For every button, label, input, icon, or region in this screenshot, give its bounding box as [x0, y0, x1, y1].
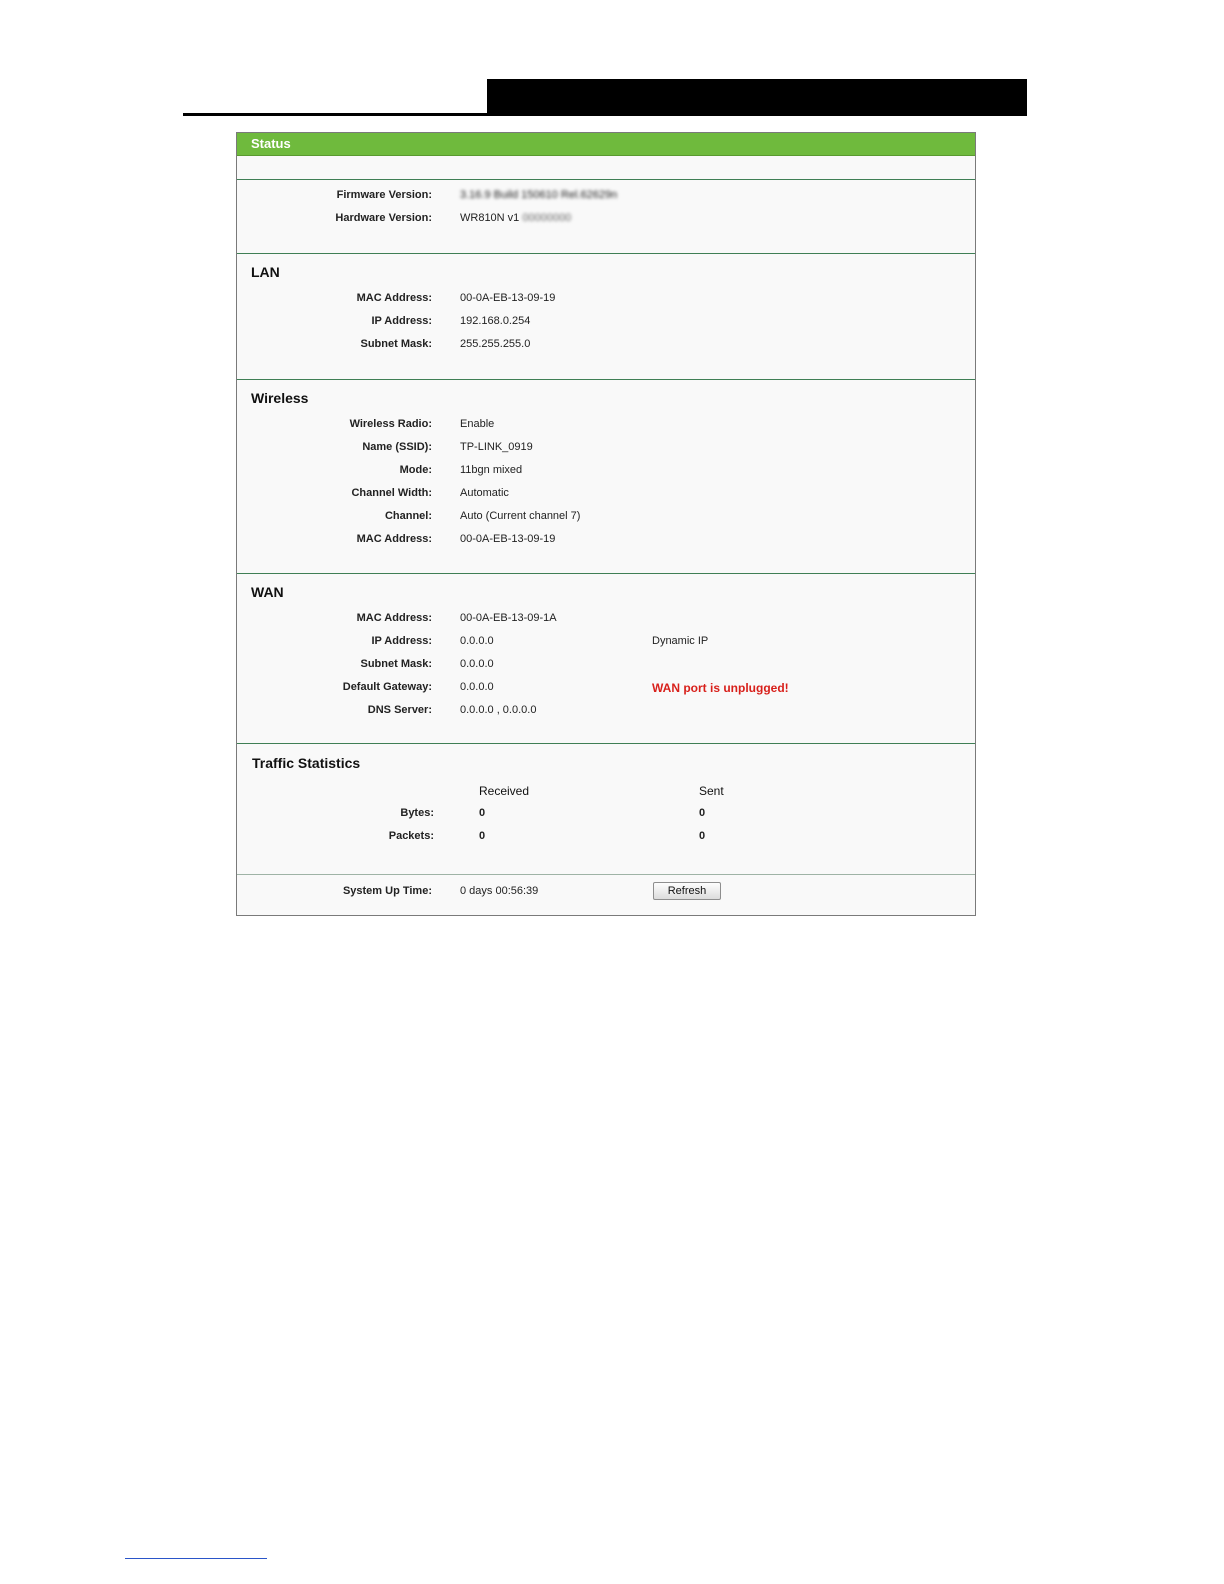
- wireless-row: [237, 510, 975, 526]
- traffic-title: Traffic Statistics: [252, 755, 361, 771]
- wireless-row: [237, 487, 975, 503]
- wan-subnet-label: Subnet Mask:: [360, 658, 432, 670]
- lan-row: [237, 338, 975, 354]
- channel-width-label: Channel Width:: [351, 487, 432, 499]
- firmware-value: 3.16.9 Build 150610 Rel.62629n: [460, 189, 618, 201]
- connection-type: Dynamic IP: [652, 635, 709, 647]
- wan-mac-value: 00-0A-EB-13-09-1A: [460, 612, 557, 624]
- wireless-radio-value: Enable: [460, 418, 495, 430]
- uptime-row: [237, 885, 975, 901]
- wireless-row: [237, 418, 975, 434]
- lan-mac-label: MAC Address:: [356, 292, 432, 304]
- dns-value: 0.0.0.0 , 0.0.0.0: [460, 704, 537, 716]
- dns-label: DNS Server:: [367, 704, 432, 716]
- gateway-value: 0.0.0.0: [460, 681, 494, 693]
- channel-width-value: Automatic: [460, 487, 509, 499]
- traffic-row: [237, 807, 975, 823]
- bytes-label: Bytes:: [400, 807, 434, 819]
- wan-row: [237, 612, 975, 628]
- wireless-section: [237, 379, 975, 574]
- packets-received: 0: [479, 830, 486, 842]
- hardware-model: WR810N v1: [460, 212, 520, 224]
- lan-section: [237, 253, 975, 380]
- wan-title: WAN: [251, 584, 284, 600]
- lan-row: [237, 315, 975, 331]
- received-header: Received: [479, 784, 530, 798]
- bytes-received: 0: [479, 807, 486, 819]
- wan-unplugged-warning: WAN port is unplugged!: [652, 681, 789, 695]
- wan-mac-label: MAC Address:: [356, 612, 432, 624]
- hardware-row: [237, 212, 975, 228]
- traffic-section: [237, 743, 975, 875]
- lan-row: [237, 292, 975, 308]
- refresh-button[interactable]: Refresh: [653, 882, 721, 900]
- wireless-row: [237, 533, 975, 549]
- mode-label: Mode:: [399, 464, 432, 476]
- packets-label: Packets:: [388, 830, 434, 842]
- wan-subnet-value: 0.0.0.0: [460, 658, 494, 670]
- wireless-title: Wireless: [251, 390, 309, 406]
- wireless-radio-label: Wireless Radio:: [349, 418, 432, 430]
- lan-mac-value: 00-0A-EB-13-09-19: [460, 292, 556, 304]
- lan-ip-value: 192.168.0.254: [460, 315, 531, 327]
- channel-value: Auto (Current channel 7): [460, 510, 581, 522]
- wan-ip-label: IP Address:: [371, 635, 432, 647]
- wan-ip-value: 0.0.0.0: [460, 635, 494, 647]
- ssid-value: TP-LINK_0919: [460, 441, 533, 453]
- sent-header: Sent: [699, 784, 724, 798]
- gateway-label: Default Gateway:: [342, 681, 432, 693]
- version-section: [237, 179, 975, 254]
- document-header-bar: [487, 79, 1027, 116]
- wan-section: [237, 573, 975, 744]
- packets-sent: 0: [699, 830, 706, 842]
- wan-row: [237, 681, 975, 697]
- firmware-row: [237, 189, 975, 205]
- uptime-label: System Up Time:: [342, 885, 432, 897]
- channel-label: Channel:: [384, 510, 432, 522]
- status-title: Status: [237, 133, 975, 156]
- lan-title: LAN: [251, 264, 280, 280]
- uptime-section: [237, 874, 975, 916]
- lan-subnet-label: Subnet Mask:: [360, 338, 432, 350]
- wan-row: [237, 635, 975, 651]
- wan-row: [237, 704, 975, 720]
- wireless-mac-label: MAC Address:: [356, 533, 432, 545]
- hardware-serial: 00000000: [522, 212, 572, 224]
- ssid-label: Name (SSID):: [362, 441, 432, 453]
- mode-value: 11bgn mixed: [460, 464, 523, 476]
- uptime-value: 0 days 00:56:39: [460, 885, 539, 897]
- hardware-label: Hardware Version:: [335, 212, 432, 224]
- status-panel: [236, 132, 976, 916]
- hardware-value: [460, 212, 571, 224]
- traffic-row: [237, 830, 975, 846]
- firmware-label: Firmware Version:: [336, 189, 432, 201]
- wan-row: [237, 658, 975, 674]
- wireless-mac-value: 00-0A-EB-13-09-19: [460, 533, 556, 545]
- wireless-row: [237, 441, 975, 457]
- lan-ip-label: IP Address:: [371, 315, 432, 327]
- lan-subnet-value: 255.255.255.0: [460, 338, 531, 350]
- footer-link-underline: [125, 1558, 267, 1559]
- wireless-row: [237, 464, 975, 480]
- bytes-sent: 0: [699, 807, 706, 819]
- document-header-rule: [183, 113, 1027, 116]
